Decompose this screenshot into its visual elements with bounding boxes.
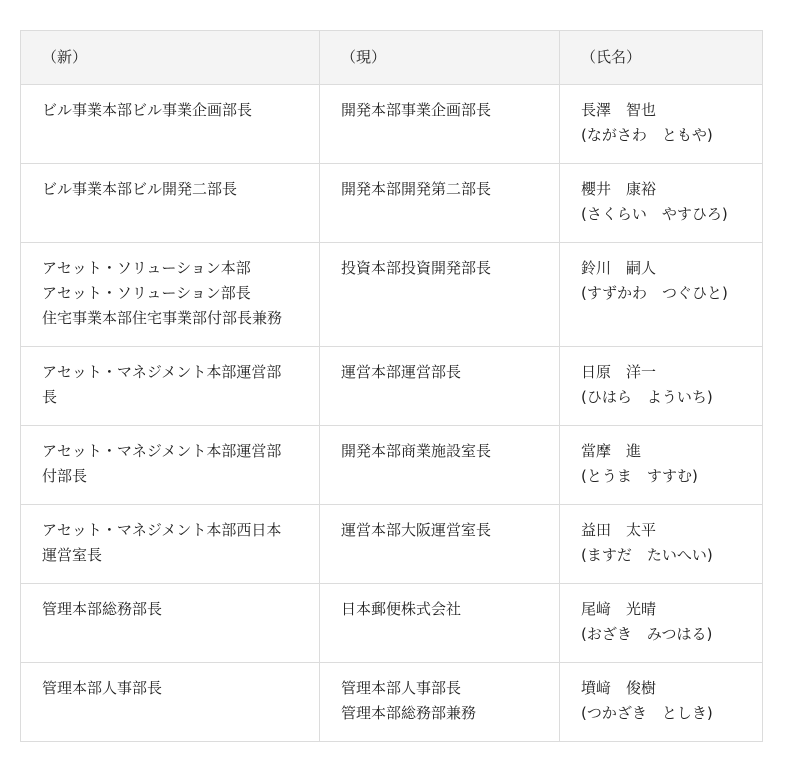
table-row (21, 243, 763, 347)
new-position-cell (21, 347, 320, 426)
current-position-text: 開発本部開発第二部長 (341, 180, 492, 198)
current-position-text: 管理本部人事部長 (341, 679, 462, 697)
new-position-cell (21, 426, 320, 505)
person-reading: (おざき みつはる) (581, 625, 713, 643)
table-row (21, 85, 763, 164)
person-name: 益田 太平 (581, 521, 657, 539)
person-cell (560, 663, 763, 742)
new-position-text: アセット・マネジメント本部運営部 (42, 363, 282, 381)
table-header-row (21, 31, 763, 85)
current-position-text: 運営本部大阪運営室長 (341, 521, 492, 539)
new-position-text: アセット・マネジメント本部運営部 (42, 442, 282, 460)
current-position-text: 管理本部総務部兼務 (341, 704, 477, 722)
person-cell (560, 584, 763, 663)
new-position-cell (21, 584, 320, 663)
new-position-cell (21, 164, 320, 243)
new-position-cell (21, 243, 320, 347)
current-position-cell (320, 426, 560, 505)
new-position-text: アセット・ソリューション本部 (42, 259, 251, 277)
person-reading: (ますだ たいへい) (581, 546, 713, 564)
person-reading: (さくらい やすひろ) (581, 205, 728, 223)
new-position-cell (21, 663, 320, 742)
table-row (21, 426, 763, 505)
person-cell (560, 426, 763, 505)
current-position-text: 運営本部運営部長 (341, 363, 462, 381)
person-cell (560, 347, 763, 426)
person-cell (560, 85, 763, 164)
current-position-cell (320, 243, 560, 347)
new-position-text: 管理本部人事部長 (42, 679, 163, 697)
header-current-position: （現） (320, 31, 560, 85)
new-position-text: アセット・ソリューション部長 (42, 284, 251, 302)
person-cell (560, 164, 763, 243)
new-position-text: アセット・マネジメント本部西日本 (42, 521, 282, 539)
person-reading: (とうま すすむ) (581, 467, 698, 485)
table-row (21, 347, 763, 426)
current-position-text: 投資本部投資開発部長 (341, 259, 492, 277)
current-position-cell (320, 663, 560, 742)
new-position-text: 住宅事業本部住宅事業部付部長兼務 (42, 309, 283, 327)
header-name: （氏名） (560, 31, 763, 85)
person-name: 櫻井 康裕 (581, 180, 657, 198)
new-position-text: ビル事業本部ビル事業企画部長 (42, 101, 253, 119)
person-cell (560, 505, 763, 584)
table-row (21, 663, 763, 742)
header-new-position: （新） (21, 31, 320, 85)
current-position-text: 日本郵便株式会社 (341, 600, 462, 618)
current-position-text: 開発本部事業企画部長 (341, 101, 492, 119)
person-name: 尾﨑 光晴 (581, 600, 657, 618)
person-name: 墳﨑 俊樹 (581, 679, 657, 697)
current-position-cell (320, 347, 560, 426)
person-cell (560, 243, 763, 347)
table-row (21, 505, 763, 584)
person-name: 長澤 智也 (581, 101, 657, 119)
current-position-text: 開発本部商業施設室長 (341, 442, 492, 460)
table-row (21, 164, 763, 243)
person-reading: (すずかわ つぐひと) (581, 284, 728, 302)
person-reading: (ひはら よういち) (581, 388, 713, 406)
person-reading: (ながさわ ともや) (581, 126, 713, 144)
new-position-cell (21, 505, 320, 584)
new-position-text: 付部長 (42, 467, 88, 485)
personnel-table (20, 30, 763, 742)
new-position-text: 運営室長 (42, 546, 103, 564)
new-position-text: ビル事業本部ビル開発二部長 (42, 180, 238, 198)
current-position-cell (320, 505, 560, 584)
current-position-cell (320, 164, 560, 243)
person-reading: (つかざき としき) (581, 704, 713, 722)
new-position-text: 長 (42, 388, 58, 406)
current-position-cell (320, 85, 560, 164)
current-position-cell (320, 584, 560, 663)
person-name: 日原 洋一 (581, 363, 657, 381)
person-name: 鈴川 嗣人 (581, 259, 657, 277)
personnel-table-container (20, 30, 762, 742)
table-row (21, 584, 763, 663)
person-name: 當摩 進 (581, 442, 642, 460)
new-position-text: 管理本部総務部長 (42, 600, 163, 618)
new-position-cell (21, 85, 320, 164)
